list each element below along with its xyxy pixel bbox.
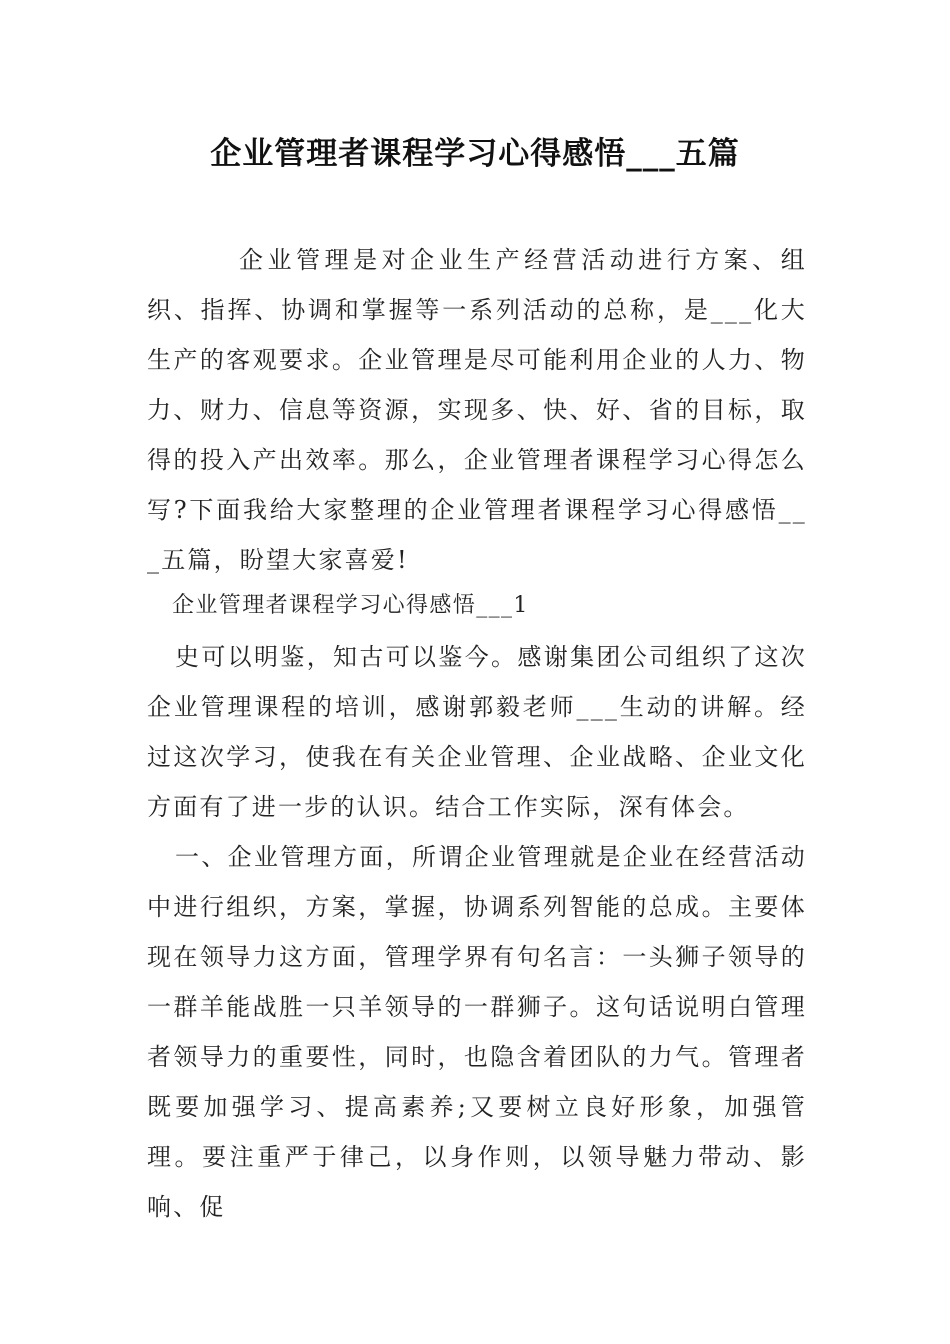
intro-paragraph: 企业管理是对企业生产经营活动进行方案、组织、指挥、协调和掌握等一系列活动的总称，是___化大生产的客观要求。企业管理是尽可能利用企业的人力、物力、财力、信息等资源，实现多、快、好、省的目标，取得的投入产出效率。那么，企业管理者课程学习心得怎么写?下面我给大家整理的企业管理者课程学习心得感悟___五篇，盼望大家喜爱! (147, 246, 807, 574)
document-title: 企业管理者课程学习心得感悟___五篇 (210, 136, 740, 172)
body-paragraph: 史可以明鉴，知古可以鉴今。感谢集团公司组织了这次企业管理课程的培训，感谢郭毅老师___生动的讲解。经过这次学习，使我在有关企业管理、企业战略、企业文化方面有了进一步的认识。结合工作实际，深有体会。 (147, 643, 807, 821)
section-heading: 企业管理者课程学习心得感悟___1 (172, 593, 529, 618)
body-paragraph: 一、企业管理方面，所谓企业管理就是企业在经营活动中进行组织，方案，掌握，协调系列智能的总成。主要体现在领导力这方面，管理学界有句名言：一头狮子领导的一群羊能战胜一只羊领导的一群狮子。这句话说明白管理者领导力的重要性，同时，也隐含着团队的力气。管理者既要加强学习、提高素养;又要树立良好形象，加强管理。要注重严于律己，以身作则，以领导魅力带动、影响、促 (147, 843, 807, 1221)
